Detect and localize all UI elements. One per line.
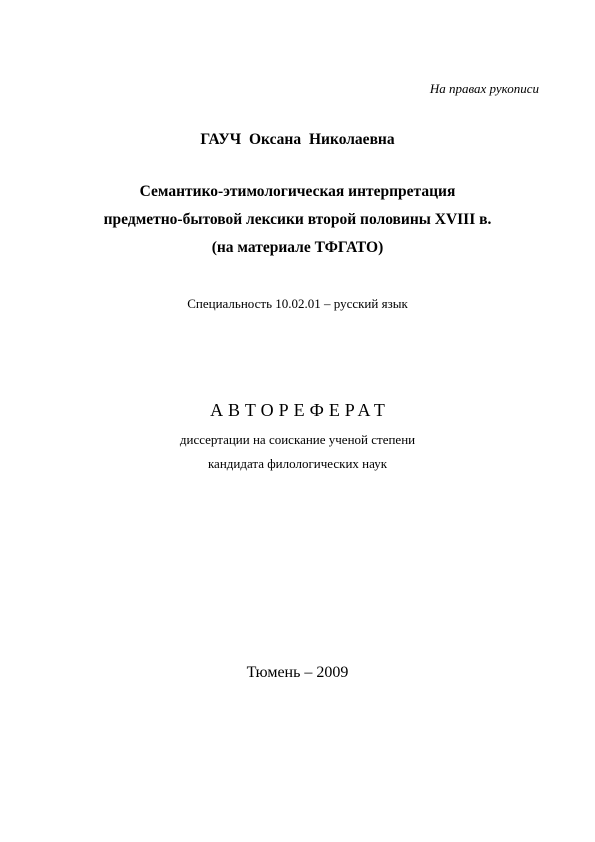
city-year: Тюмень – 2009 bbox=[246, 664, 349, 681]
author-name: ГАУЧ Оксана Николаевна bbox=[200, 131, 395, 148]
title-line: Семантико-этимологическая интерпретация bbox=[139, 183, 456, 200]
document-type-heading: АВТОРЕФЕРАТ bbox=[210, 400, 390, 420]
specialty-line: Специальность 10.02.01 – русский язык bbox=[187, 296, 408, 311]
title-line: предметно-бытовой лексики второй половины XVIII в. bbox=[103, 211, 492, 228]
title-line: (на материале ТФГАТО) bbox=[211, 239, 384, 256]
document-purpose: диссертации на соискание ученой степени bbox=[179, 432, 416, 447]
rights-note: На правах рукописи bbox=[429, 81, 539, 96]
academic-degree: кандидата филологических наук bbox=[207, 456, 388, 471]
